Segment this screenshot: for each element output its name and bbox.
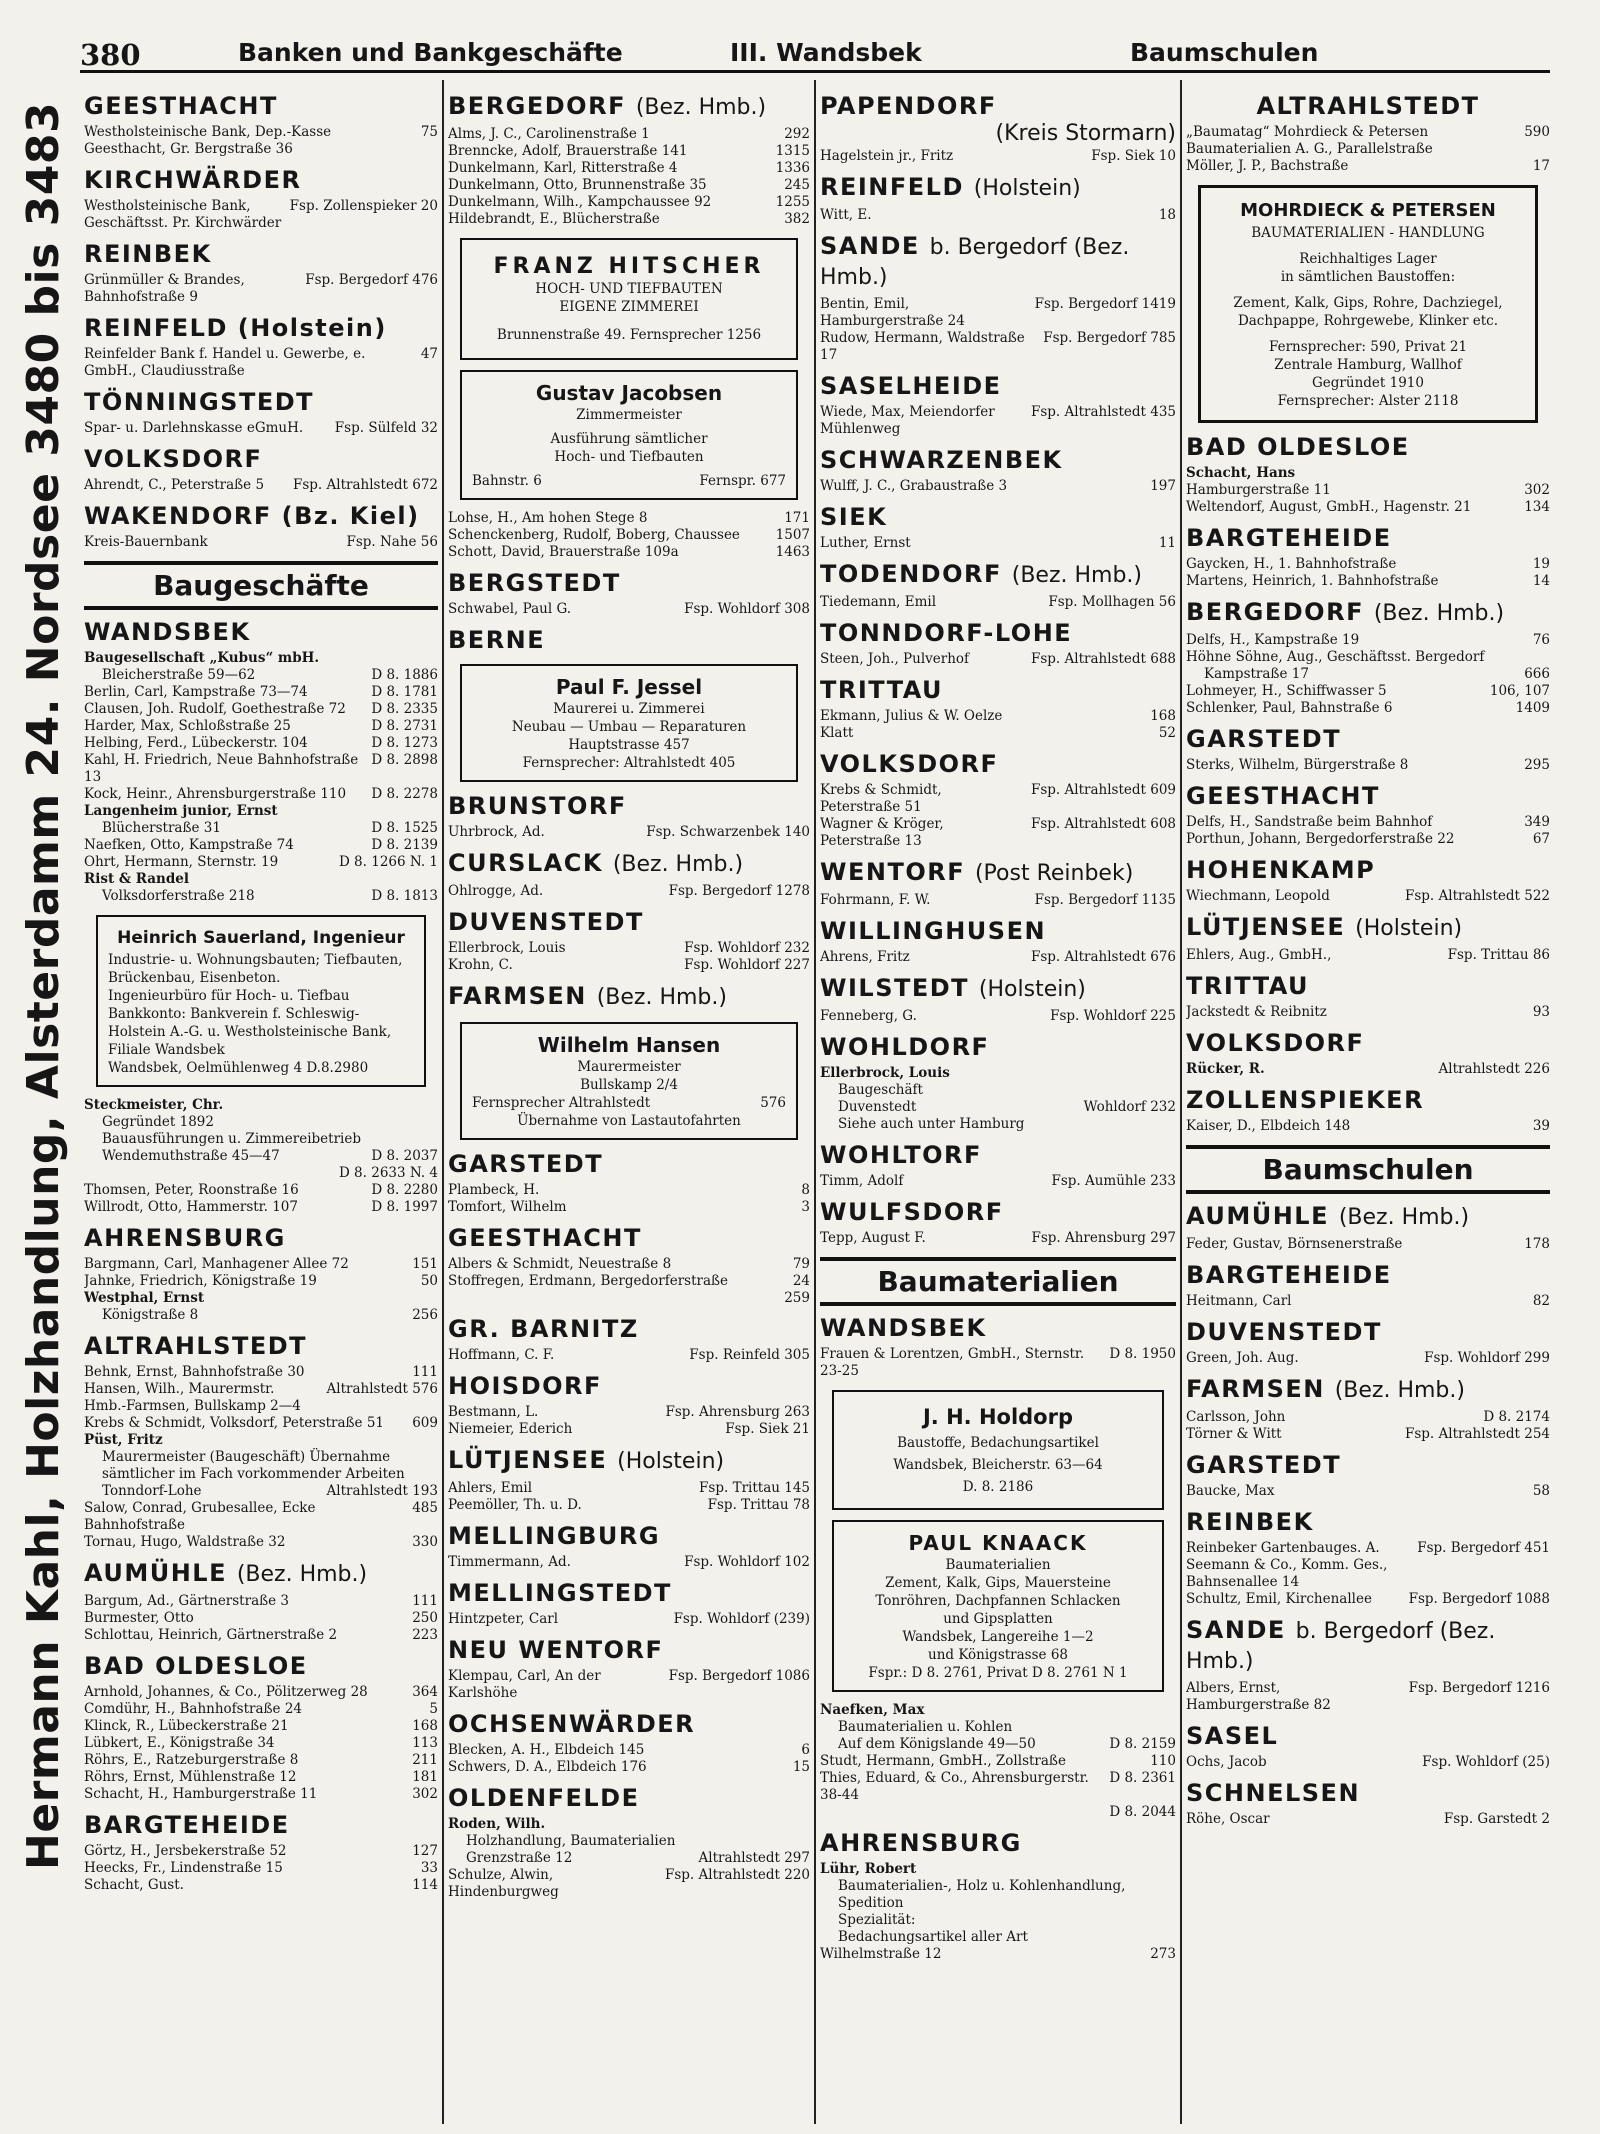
listing-entry: Püst, Fritz (84, 1432, 163, 1448)
listing-continuation: D 8. 2633 N. 4 (338, 1165, 438, 1181)
listing-entry: Luther, Ernst 11 (820, 535, 1176, 551)
listing-entry: Rücker, R. Altrahlstedt 226 (1186, 1061, 1550, 1077)
town-heading: WILLINGHUSEN (820, 917, 1047, 945)
advertisement-jessel (460, 664, 798, 782)
listing-entry: Albers & Schmidt, Neuestraße 8 79 (448, 1256, 810, 1272)
listing-entry: Reinbeker Gartenbauges. A. Seemann & Co., Komm. Ges., Bahnsenallee 14 Fsp. Bergedorf 451 (1186, 1540, 1550, 1590)
ad-line: Zement, Kalk, Gips, Mauersteine (885, 1575, 1111, 1591)
listing-entry: Ekmann, Julius & W. Oelze 168 (820, 708, 1176, 724)
listing-entry: Kaiser, D., Elbdeich 148 39 (1186, 1118, 1550, 1134)
listing-entry: Tornau, Hugo, Waldstraße 32 330 (84, 1534, 438, 1550)
town-heading: WANDSBEK (84, 618, 251, 646)
listing-entry: Schwers, D. A., Elbdeich 176 15 (448, 1759, 810, 1775)
listing-continuation: Baumaterialien u. Kohlen (838, 1719, 1013, 1735)
listing-entry: Kock, Heinr., Ahrensburgerstraße 110 D 8. 2278 (84, 786, 438, 802)
ad-line: Fspr.: D 8. 2761, Privat D 8. 2761 N 1 (868, 1665, 1128, 1681)
listing-entry: Görtz, H., Jersbekerstraße 52 127 (84, 1843, 438, 1859)
listing-entry: „Baumatag“ Mohrdieck & Petersen Baumaterialien A. G., Parallelstraße 590 (1186, 124, 1550, 157)
ad-line: Baustoffe, Bedachungsartikel (897, 1435, 1099, 1451)
town-heading: HOISDORF (448, 1372, 602, 1400)
town-heading: LÜTJENSEE (Holstein) (448, 1446, 725, 1474)
town-heading: LÜTJENSEE (Holstein) (1186, 913, 1463, 941)
listing-entry: Thies, Eduard, & Co., Ahrensburgerstr. 38-44 D 8. 2361 (820, 1770, 1176, 1803)
listing-entry: D 8. 2044 (1109, 1804, 1176, 1820)
town-heading: CURSLACK (Bez. Hmb.) (448, 849, 744, 877)
listing-continuation: Bedachungsartikel aller Art (838, 1929, 1028, 1945)
listing-entry: Klinck, R., Lübeckerstraße 21 168 (84, 1718, 438, 1734)
listing-entry: Westholsteinische Bank, Dep.-Kasse Geesthacht, Gr. Bergstraße 36 75 (84, 124, 438, 157)
ad-line: Baumaterialien (945, 1557, 1051, 1573)
listing-entry: Hagelstein jr., Fritz Fsp. Siek 10 (820, 148, 1176, 164)
town-heading: REINFELD (Holstein) (84, 314, 387, 342)
ad-line: in sämtlichen Baustoffen: (1280, 269, 1456, 285)
town-heading: BAD OLDESLOE (84, 1652, 308, 1680)
listing-entry: Westphal, Ernst (84, 1290, 205, 1306)
listing-entry: Feder, Gustav, Börnsenerstraße 178 (1186, 1236, 1550, 1252)
town-heading: FARMSEN (Bez. Hmb.) (1186, 1375, 1465, 1403)
ad-title: MOHRDIECK & PETERSEN (1240, 200, 1496, 221)
town-heading: GEESTHACHT (448, 1224, 642, 1252)
ad-line: Bahnstr. 6 Fernspr. 677 (472, 473, 786, 489)
advertisement-jacobsen (460, 370, 798, 500)
town-heading: WANDSBEK (820, 1314, 987, 1342)
town-heading: TONNDORF-LOHE (820, 619, 1073, 647)
ad-title: PAUL KNAACK (908, 1531, 1088, 1555)
town-heading: MELLINGBURG (448, 1522, 661, 1550)
town-heading: VOLKSDORF (1186, 1029, 1365, 1057)
listing-entry: Wiede, Max, Meiendorfer Mühlenweg Fsp. Altrahlstedt 435 (820, 404, 1176, 437)
listing-entry: Bestmann, L. Fsp. Ahrensburg 263 (448, 1404, 810, 1420)
listing-entry: Frauen & Lorentzen, GmbH., Sternstr. 23-25 D 8. 1950 (820, 1346, 1176, 1379)
vertical-advertisement-text: Hermann Kahl, Holzhandlung, Alsterdamm 24. Nordsee 3480 bis 3483 (18, 101, 69, 1870)
town-heading: MELLINGSTEDT (448, 1579, 672, 1607)
listing-entry: Höhne Söhne, Aug., Geschäftsst. Bergedorf (1186, 649, 1485, 665)
town-heading: GEESTHACHT (1186, 782, 1380, 810)
listing-entry: Stoffregen, Erdmann, Bergedorferstraße 24 (448, 1273, 810, 1289)
listing-entry: Röhe, Oscar Fsp. Garstedt 2 (1186, 1811, 1550, 1827)
listing-entry: Thomsen, Peter, Roonstraße 16 D 8. 2280 (84, 1182, 438, 1198)
town-heading: GR. BARNITZ (448, 1315, 639, 1343)
listing-entry: Röhrs, E., Ratzeburgerstraße 8 211 (84, 1752, 438, 1768)
ad-title: FRANZ HITSCHER (493, 254, 765, 279)
ad-line: HOCH- UND TIEFBAUTEN (535, 281, 723, 297)
ad-line: und Gipsplatten (943, 1611, 1053, 1627)
vertical-advertisement (0, 101, 80, 1870)
listing-entry: Krebs & Schmidt, Peterstraße 51 Fsp. Altrahlstedt 609 (820, 782, 1176, 815)
listing-continuation: Königstraße 8 256 (102, 1307, 438, 1323)
town-heading: AHRENSBURG (820, 1829, 1022, 1857)
listing-entry: Roden, Wilh. (448, 1816, 546, 1832)
town-heading: BERGSTEDT (448, 569, 621, 597)
listing-entry: Fohrmann, F. W. Fsp. Bergedorf 1135 (820, 892, 1176, 908)
ad-line: Fernsprecher Altrahlstedt 576 (472, 1095, 786, 1111)
listing-entry: Steckmeister, Chr. (84, 1097, 224, 1113)
ad-line: Brunnenstraße 49. Fernsprecher 1256 (496, 327, 762, 343)
town-heading: DUVENSTEDT (448, 908, 644, 936)
column-rule (442, 80, 444, 2124)
listing-entry: Ahrens, Fritz Fsp. Altrahlstedt 676 (820, 949, 1176, 965)
listing-entry: Heecks, Fr., Lindenstraße 15 33 (84, 1860, 438, 1876)
town-heading: AUMÜHLE (Bez. Hmb.) (84, 1559, 368, 1587)
listing-entry: Heitmann, Carl 82 (1186, 1293, 1550, 1309)
column-2 (448, 84, 810, 2124)
listing-entry: Schulze, Alwin, Hindenburgweg Fsp. Altrahlstedt 220 (448, 1867, 810, 1900)
town-heading: BERNE (448, 626, 546, 654)
ad-line: Industrie- u. Wohnungsbauten; Tiefbauten, Brückenbau, Eisenbeton. (108, 952, 403, 986)
listing-entry: Ahlers, Emil Fsp. Trittau 145 (448, 1480, 810, 1496)
town-heading: BARGTEHEIDE (1186, 1261, 1392, 1289)
listing-entry: Plambeck, H. 8 (448, 1182, 810, 1198)
ad-line: Zimmermeister (576, 407, 682, 423)
town-heading: BAD OLDESLOE (1186, 433, 1410, 461)
listing-continuation: Bauausführungen u. Zimmereibetrieb (102, 1131, 361, 1147)
ad-line: Ingenieurbüro für Hoch- u. Tiefbau (108, 988, 350, 1004)
ad-line: EIGENE ZIMMEREI (559, 299, 699, 315)
ad-line: Ausführung sämtlicher (550, 431, 708, 447)
listing-entry: Weltendorf, August, GmbH., Hagenstr. 21 134 (1186, 499, 1550, 515)
listing-entry: Kreis-Bauernbank Fsp. Nahe 56 (84, 534, 438, 550)
listing-entry: Berlin, Carl, Kampstraße 73—74 D 8. 1781 (84, 684, 438, 700)
listing-entry: Brenncke, Adolf, Brauerstraße 141 1315 (448, 143, 810, 159)
listing-entry: Delfs, H., Sandstraße beim Bahnhof 349 (1186, 814, 1550, 830)
town-heading: PAPENDORF (Kreis Stormarn) (820, 92, 1176, 146)
listing-entry: Tomfort, Wilhelm 3 (448, 1199, 810, 1215)
listing-entry: Sterks, Wilhelm, Bürgerstraße 8 295 (1186, 757, 1550, 773)
town-heading: SCHWARZENBEK (820, 446, 1063, 474)
ad-line: Wandsbek, Langereihe 1—2 (902, 1629, 1094, 1645)
listing-continuation: Duvenstedt Wohldorf 232 (838, 1099, 1176, 1115)
ad-line: Bankkonto: Bankverein f. Schleswig-Holstein A.-G. u. Westholsteinische Bank, Filiale Wandsbek (108, 1006, 392, 1058)
listing-entry: Green, Joh. Aug. Fsp. Wohldorf 299 (1186, 1350, 1550, 1366)
listing-entry: Schott, David, Brauerstraße 109a 1463 (448, 544, 810, 560)
town-heading: REINBEK (84, 240, 212, 268)
town-heading: NEU WENTORF (448, 1636, 664, 1664)
town-heading: ALTRAHLSTEDT (1256, 92, 1480, 120)
listing-entry: Hildebrandt, E., Blücherstraße 382 (448, 211, 810, 227)
listing-continuation: Auf dem Königslande 49—50 D 8. 2159 (838, 1736, 1176, 1752)
listing-continuation: Holzhandlung, Baumaterialien (466, 1833, 676, 1849)
listing-entry: Fenneberg, G. Fsp. Wohldorf 225 (820, 1008, 1176, 1024)
listing-continuation: Baugeschäft (838, 1082, 923, 1098)
listing-entry: Wiechmann, Leopold Fsp. Altrahlstedt 522 (1186, 888, 1550, 904)
listing-entry: Röhrs, Ernst, Mühlenstraße 12 181 (84, 1769, 438, 1785)
listing-continuation: Spezialität: (838, 1912, 916, 1928)
listing-entry: Timmermann, Ad. Fsp. Wohldorf 102 (448, 1554, 810, 1570)
ad-line: Reichhaltiges Lager (1299, 251, 1437, 267)
listing-continuation: Blücherstraße 31 D 8. 1525 (102, 820, 438, 836)
ad-line: Gegründet 1910 (1312, 375, 1424, 391)
town-heading: DUVENSTEDT (1186, 1318, 1382, 1346)
listing-entry: Steen, Joh., Pulverhof Fsp. Altrahlstedt 688 (820, 651, 1176, 667)
listing-continuation: Maurermeister (Baugeschäft) Übernahme sämtlicher im Fach vorkommender Arbeiten (102, 1449, 405, 1482)
ad-line: D. 8. 2186 (962, 1479, 1034, 1495)
listing-entry: Bargmann, Carl, Manhagener Allee 72 151 (84, 1256, 438, 1272)
listing-entry: Wulff, J. C., Grabaustraße 3 197 (820, 478, 1176, 494)
ad-title: Paul F. Jessel (555, 675, 703, 699)
listing-entry: Jackstedt & Reibnitz 93 (1186, 1004, 1550, 1020)
listing-entry: Schultz, Emil, Kirchenallee Fsp. Bergedorf 1088 (1186, 1591, 1550, 1607)
listing-continuation: Kampstraße 17 666 (1204, 666, 1550, 682)
town-heading: WOHLTORF (820, 1141, 982, 1169)
listing-entry: Behnk, Ernst, Bahnhofstraße 30 111 (84, 1364, 438, 1380)
listing-entry: Clausen, Joh. Rudolf, Goethestraße 72 D 8. 2335 (84, 701, 438, 717)
listing-entry: Spar- u. Darlehnskasse eGmuH. Fsp. Sülfeld 32 (84, 420, 438, 436)
ad-line: Fernsprecher: Altrahlstedt 405 (522, 755, 736, 771)
town-heading: SANDE b. Bergedorf (Bez. Hmb.) (1186, 1616, 1496, 1674)
listing-entry: Hansen, Wilh., Maurermstr. Hmb.-Farmsen, Bullskamp 2—4 Altrahlstedt 576 (84, 1381, 438, 1414)
ad-title: Heinrich Sauerland, Ingenieur (117, 928, 405, 948)
listing-entry: Krohn, C. Fsp. Wohldorf 227 (448, 957, 810, 973)
listing-entry: Ellerbrock, Louis Fsp. Wohldorf 232 (448, 940, 810, 956)
ad-line: Wandsbek, Oelmühlenweg 4 D.8.2980 (108, 1060, 369, 1076)
advertisement-knaack (832, 1520, 1164, 1692)
listing-entry: Albers, Ernst, Hamburgerstraße 82 Fsp. Bergedorf 1216 (1186, 1680, 1550, 1713)
section-heading: Baugeschäfte (84, 561, 438, 610)
listing-entry: Grünmüller & Brandes, Bahnhofstraße 9 Fsp. Bergedorf 476 (84, 272, 438, 305)
listing-entry: Schlenker, Paul, Bahnstraße 6 1409 (1186, 700, 1550, 716)
listing-entry: Möller, J. P., Bachstraße 17 (1186, 158, 1550, 174)
ad-line: Wandsbek, Bleicherstr. 63—64 (893, 1457, 1103, 1473)
listing-entry: Baugesellschaft „Kubus“ mbH. (84, 650, 320, 666)
listing-entry: Schacht, H., Hamburgerstraße 11 302 (84, 1786, 438, 1802)
town-heading: FARMSEN (Bez. Hmb.) (448, 982, 727, 1010)
ad-line: Übernahme von Lastautofahrten (517, 1113, 741, 1129)
listing-entry: Naefken, Otto, Kampstraße 74 D 8. 2139 (84, 837, 438, 853)
listing-entry: Klempau, Carl, An der Karlshöhe Fsp. Bergedorf 1086 (448, 1668, 810, 1701)
town-heading: OCHSENWÄRDER (448, 1710, 696, 1738)
town-heading: SIEK (820, 503, 888, 531)
listing-entry: Rist & Randel (84, 871, 190, 887)
town-heading: BRUNSTORF (448, 792, 627, 820)
town-heading: GARSTEDT (448, 1150, 604, 1178)
listing-continuation: Bleicherstraße 59—62 D 8. 1886 (102, 667, 438, 683)
town-heading: TRITTAU (1186, 972, 1310, 1000)
town-heading: REINFELD (Holstein) (820, 173, 1081, 201)
town-heading: AUMÜHLE (Bez. Hmb.) (1186, 1202, 1470, 1230)
listing-entry: Westholsteinische Bank, Geschäftsst. Pr. Kirchwärder Fsp. Zollenspieker 20 (84, 198, 438, 231)
ad-line: Hauptstrasse 457 (568, 737, 690, 753)
ad-line: Maurermeister (577, 1059, 681, 1075)
listing-entry: Uhrbrock, Ad. Fsp. Schwarzenbek 140 (448, 824, 810, 840)
listing-entry: Hamburgerstraße 11 302 (1186, 482, 1550, 498)
running-section-title: Banken und Bankgeschäfte (238, 38, 623, 67)
advertisement-mohrdieck (1198, 185, 1538, 423)
listing-continuation: Grenzstraße 12 Altrahlstedt 297 (466, 1850, 810, 1866)
listing-entry: Willrodt, Otto, Hammerstr. 107 D 8. 1997 (84, 1199, 438, 1215)
column-4 (1186, 84, 1550, 2124)
town-heading: WILSTEDT (Holstein) (820, 974, 1086, 1002)
town-heading: SANDE b. Bergedorf (Bez. Hmb.) (820, 232, 1130, 290)
listing-continuation: Wendemuthstraße 45—47 D 8. 2037 (102, 1148, 438, 1164)
town-heading: HOHENKAMP (1186, 856, 1376, 884)
listing-entry: Ochs, Jacob Fsp. Wohldorf (25) (1186, 1754, 1550, 1770)
ad-line: und Königstrasse 68 (928, 1647, 1068, 1663)
town-heading: BARGTEHEIDE (1186, 524, 1392, 552)
ad-line: Fernsprecher: Alster 2118 (1277, 393, 1459, 409)
town-heading: REINBEK (1186, 1508, 1314, 1536)
town-heading: WOHLDORF (820, 1033, 990, 1061)
listing-continuation: Gegründet 1892 (102, 1114, 214, 1130)
listing-entry: Wagner & Kröger, Peterstraße 13 Fsp. Altrahlstedt 608 (820, 816, 1176, 849)
listing-entry: Burmester, Otto 250 (84, 1610, 438, 1626)
listing-entry: Tepp, August F. Fsp. Ahrensburg 297 (820, 1230, 1176, 1246)
listing-continuation: Baumaterialien-, Holz u. Kohlenhandlung, Spedition (838, 1878, 1126, 1911)
listing-entry: Dunkelmann, Wilh., Kampchaussee 92 1255 (448, 194, 810, 210)
ad-line: Maurerei u. Zimmerei (553, 701, 705, 717)
listing-entry: Blecken, A. H., Elbdeich 145 6 (448, 1742, 810, 1758)
ad-line: BAUMATERIALIEN - HANDLUNG (1251, 225, 1485, 241)
listing-entry: Kahl, H. Friedrich, Neue Bahnhofstraße 13 D 8. 2898 (84, 752, 438, 785)
column-rule (814, 80, 816, 2124)
town-heading: BERGEDORF (Bez. Hmb.) (1186, 598, 1505, 626)
listing-entry: 259 (784, 1290, 810, 1306)
listing-entry: Helbing, Ferd., Lübeckerstr. 104 D 8. 1273 (84, 735, 438, 751)
listing-entry: Martens, Heinrich, 1. Bahnhofstraße 14 (1186, 573, 1550, 589)
listing-entry: Jahnke, Friedrich, Königstraße 19 50 (84, 1273, 438, 1289)
listing-entry: Ohlrogge, Ad. Fsp. Bergedorf 1278 (448, 883, 810, 899)
listing-entry: Porthun, Johann, Bergedorferstraße 22 67 (1186, 831, 1550, 847)
running-head (80, 36, 1550, 73)
ad-title: Wilhelm Hansen (537, 1033, 721, 1057)
town-heading: KIRCHWÄRDER (84, 166, 302, 194)
listing-entry: Wilhelmstraße 12 273 (820, 1946, 1176, 1962)
town-heading: WENTORF (Post Reinbek) (820, 858, 1134, 886)
listing-entry: Lohmeyer, H., Schiffwasser 5 106, 107 (1186, 683, 1550, 699)
listing-entry: Krebs & Schmidt, Volksdorf, Peterstraße 51 609 (84, 1415, 438, 1431)
town-heading: GARSTEDT (1186, 725, 1342, 753)
running-topic-title: Baumschulen (1130, 38, 1319, 67)
listing-entry: Langenheim junior, Ernst (84, 803, 278, 819)
page-number: 380 (80, 38, 141, 72)
ad-line: Zement, Kalk, Gips, Rohre, Dachziegel, Dachpappe, Rohrgewebe, Klinker etc. (1233, 295, 1503, 329)
town-heading: SASELHEIDE (820, 372, 1002, 400)
listing-entry: Gaycken, H., 1. Bahnhofstraße 19 (1186, 556, 1550, 572)
listing-entry: Witt, E. 18 (820, 207, 1176, 223)
listing-entry: Ellerbrock, Louis (820, 1065, 950, 1081)
town-heading: BARGTEHEIDE (84, 1811, 290, 1839)
listing-entry: Timm, Adolf Fsp. Aumühle 233 (820, 1173, 1176, 1189)
listing-entry: Lübkert, E., Königstraße 34 113 (84, 1735, 438, 1751)
ad-line: Neubau — Umbau — Reparaturen (511, 719, 747, 735)
listing-entry: Salow, Conrad, Grubesallee, Ecke Bahnhofstraße 485 (84, 1500, 438, 1533)
ad-line: Hoch- und Tiefbauten (554, 449, 704, 465)
town-heading: TÖNNINGSTEDT (84, 388, 315, 416)
section-heading: Baumschulen (1186, 1145, 1550, 1194)
column-3 (820, 84, 1176, 2124)
listing-entry: Ahrendt, C., Peterstraße 5 Fsp. Altrahlstedt 672 (84, 477, 438, 493)
listing-entry: Comdühr, H., Bahnhofstraße 24 5 (84, 1701, 438, 1717)
town-heading: ALTRAHLSTEDT (84, 1332, 308, 1360)
listing-entry: Törner & Witt Fsp. Altrahlstedt 254 (1186, 1426, 1550, 1442)
listing-entry: Carlsson, John D 8. 2174 (1186, 1409, 1550, 1425)
listing-entry: Rudow, Hermann, Waldstraße 17 Fsp. Bergedorf 785 (820, 330, 1176, 363)
listing-entry: Bentin, Emil, Hamburgerstraße 24 Fsp. Bergedorf 1419 (820, 296, 1176, 329)
town-heading: VOLKSDORF (84, 445, 263, 473)
town-heading: SCHNELSEN (1186, 1779, 1361, 1807)
listing-entry: Bargum, Ad., Gärtnerstraße 3 111 (84, 1593, 438, 1609)
listing-entry: Dunkelmann, Karl, Ritterstraße 4 1336 (448, 160, 810, 176)
listing-entry: Tiedemann, Emil Fsp. Mollhagen 56 (820, 594, 1176, 610)
listing-entry: Hintzpeter, Carl Fsp. Wohldorf (239) (448, 1611, 810, 1627)
listing-entry: Harder, Max, Schloßstraße 25 D 8. 2731 (84, 718, 438, 734)
listing-continuation: Volksdorferstraße 218 D 8. 1813 (102, 888, 438, 904)
advertisement-sauerland (96, 915, 426, 1087)
listing-entry: Lohse, H., Am hohen Stege 8 171 (448, 510, 810, 526)
listing-entry: Baucke, Max 58 (1186, 1483, 1550, 1499)
listing-entry: Ohrt, Hermann, Sternstr. 19 D 8. 1266 N. 1 (84, 854, 438, 870)
listing-entry: Klatt 52 (820, 725, 1176, 741)
listing-entry: Delfs, H., Kampstraße 19 76 (1186, 632, 1550, 648)
ad-line: Bullskamp 2/4 (580, 1077, 678, 1093)
listing-continuation: Tonndorf-Lohe Altrahlstedt 193 (102, 1483, 438, 1499)
section-heading: Baumaterialien (820, 1257, 1176, 1306)
advertisement-hitscher (460, 238, 798, 360)
town-heading: TODENDORF (Bez. Hmb.) (820, 560, 1142, 588)
listing-entry: Niemeier, Ederich Fsp. Siek 21 (448, 1421, 810, 1437)
listing-continuation: Siehe auch unter Hamburg (838, 1116, 1025, 1132)
ad-title: J. H. Holdorp (922, 1405, 1073, 1429)
listing-entry: Ehlers, Aug., GmbH., Fsp. Trittau 86 (1186, 947, 1550, 963)
listing-entry: Schacht, Hans (1186, 465, 1296, 481)
running-district-title: III. Wandsbek (730, 38, 922, 67)
listing-entry: Arnhold, Johannes, & Co., Pölitzerweg 28 364 (84, 1684, 438, 1700)
advertisement-hansen (460, 1022, 798, 1140)
town-heading: AHRENSBURG (84, 1224, 286, 1252)
listing-entry: Lühr, Robert (820, 1861, 917, 1877)
town-heading: ZOLLENSPIEKER (1186, 1086, 1425, 1114)
ad-line: Tonröhren, Dachpfannen Schlacken (875, 1593, 1121, 1609)
listing-entry: Dunkelmann, Otto, Brunnenstraße 35 245 (448, 177, 810, 193)
listing-entry: Studt, Hermann, GmbH., Zollstraße 110 (820, 1753, 1176, 1769)
ad-title: Gustav Jacobsen (535, 381, 723, 405)
listing-entry: Alms, J. C., Carolinenstraße 1 292 (448, 126, 810, 142)
advertisement-holdorp (832, 1390, 1164, 1510)
town-heading: TRITTAU (820, 676, 944, 704)
town-heading: GARSTEDT (1186, 1451, 1342, 1479)
town-heading: WAKENDORF (Bz. Kiel) (84, 502, 420, 530)
listing-entry: Schenckenberg, Rudolf, Boberg, Chaussee 1507 (448, 527, 810, 543)
town-heading: OLDENFELDE (448, 1784, 640, 1812)
listing-entry: Schacht, Gust. 114 (84, 1877, 438, 1893)
column-1 (84, 84, 438, 2124)
town-heading: WULFSDORF (820, 1198, 1004, 1226)
town-heading: BERGEDORF (Bez. Hmb.) (448, 92, 767, 120)
ad-line: Zentrale Hamburg, Wallhof (1274, 357, 1462, 373)
town-heading: VOLKSDORF (820, 750, 999, 778)
listing-entry: Reinfelder Bank f. Handel u. Gewerbe, e. GmbH., Claudiusstraße 47 (84, 346, 438, 379)
listing-entry: Peemöller, Th. u. D. Fsp. Trittau 78 (448, 1497, 810, 1513)
listing-entry: Schwabel, Paul G. Fsp. Wohldorf 308 (448, 601, 810, 617)
listing-entry: Hoffmann, C. F. Fsp. Reinfeld 305 (448, 1347, 810, 1363)
listing-entry: Schlottau, Heinrich, Gärtnerstraße 2 223 (84, 1627, 438, 1643)
ad-line: Fernsprecher: 590, Privat 21 (1268, 339, 1468, 355)
column-rule (1180, 80, 1182, 2124)
town-heading: GEESTHACHT (84, 92, 278, 120)
town-heading: SASEL (1186, 1722, 1279, 1750)
listing-entry: Naefken, Max (820, 1702, 925, 1718)
